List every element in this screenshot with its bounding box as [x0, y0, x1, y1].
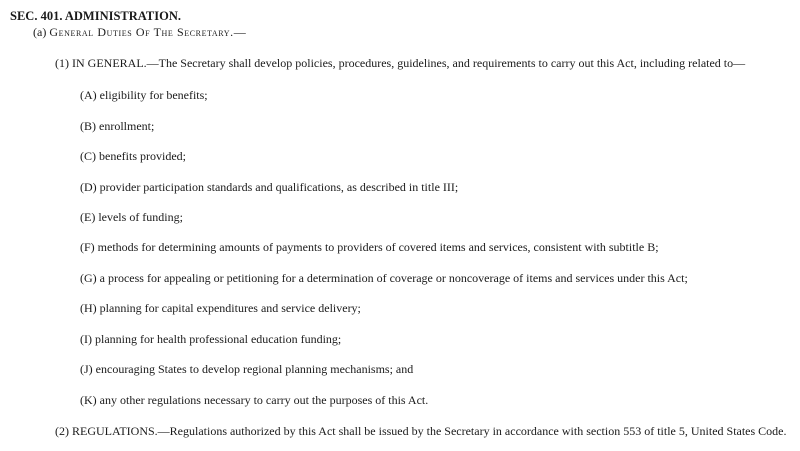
item-c: (C) benefits provided; — [80, 149, 186, 163]
paragraph-2-regulations: (2) REGULATIONS.—Regulations authorized by this Act shall be issued by the Secretary in accordance with section 553 of title 5, United States Code. — [55, 424, 787, 438]
subsection-title: General Duties Of The Secretary.— — [49, 25, 247, 39]
item-d: (D) provider participation standards and qualifications, as described in title III; — [80, 180, 459, 194]
subsection-a — [33, 25, 246, 39]
section-heading: SEC. 401. ADMINISTRATION. — [10, 9, 181, 23]
paragraph-1-in-general: (1) IN GENERAL.—The Secretary shall develop policies, procedures, guidelines, and requirements to carry out this Act, including related to— — [55, 56, 746, 70]
item-a: (A) eligibility for benefits; — [80, 88, 208, 102]
item-b: (B) enrollment; — [80, 119, 155, 133]
subsection-marker: (a) — [33, 25, 47, 39]
item-g: (G) a process for appealing or petitioning for a determination of coverage or noncoverage of items and services under this Act; — [80, 271, 688, 285]
item-i: (I) planning for health professional education funding; — [80, 332, 342, 346]
item-f: (F) methods for determining amounts of payments to providers of covered items and services, consistent with subtitle B; — [80, 240, 659, 254]
item-j: (J) encouraging States to develop regional planning mechanisms; and — [80, 362, 414, 376]
item-k: (K) any other regulations necessary to carry out the purposes of this Act. — [80, 393, 429, 407]
item-h: (H) planning for capital expenditures and service delivery; — [80, 301, 361, 315]
item-e: (E) levels of funding; — [80, 210, 183, 224]
